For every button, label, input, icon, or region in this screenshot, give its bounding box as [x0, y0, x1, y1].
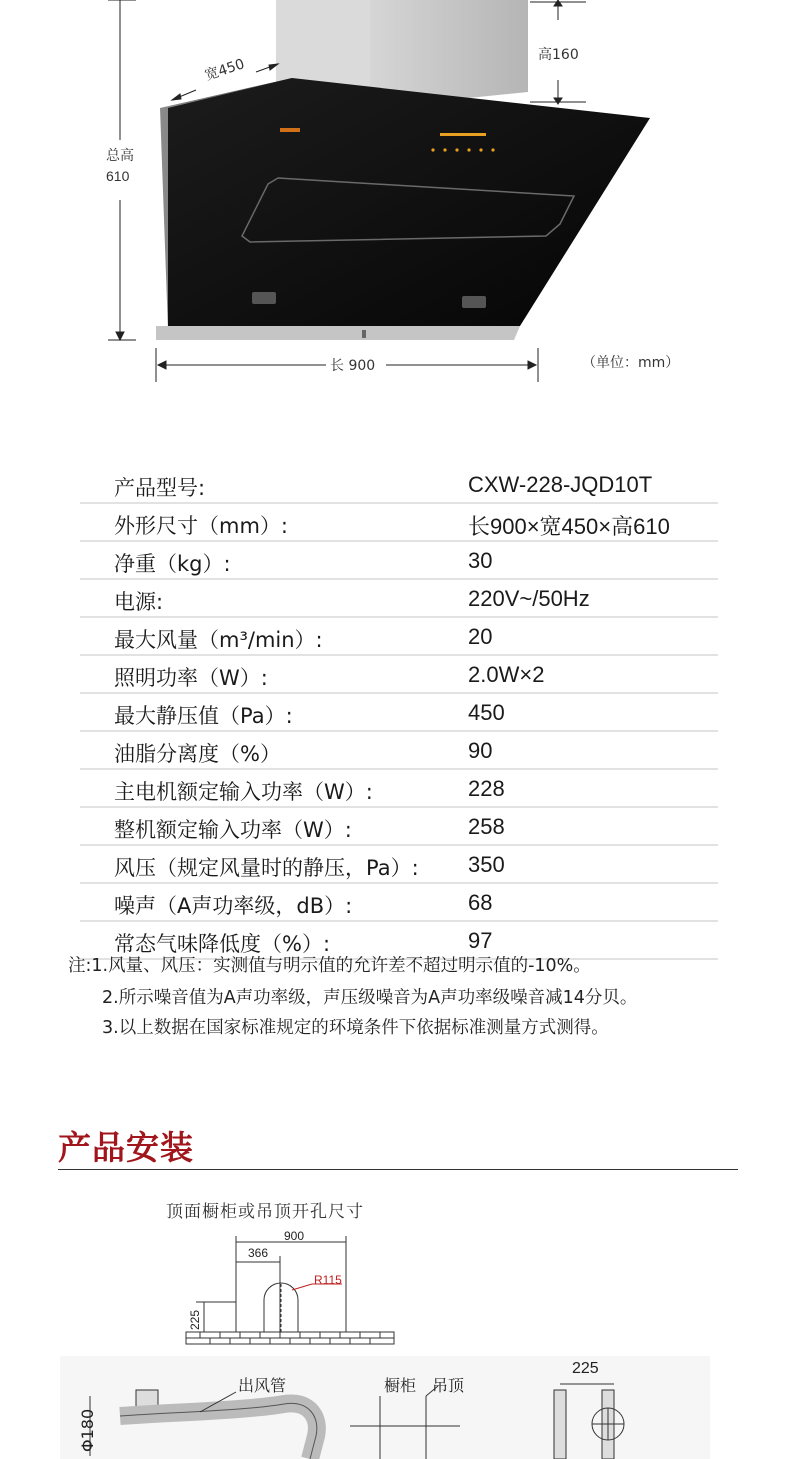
spec-value: 90 — [468, 738, 493, 763]
spec-value: 20 — [468, 624, 493, 649]
spec-label: 电源: — [114, 590, 164, 614]
length-900-label: 长 900 — [330, 358, 376, 374]
table-row — [80, 656, 718, 694]
spec-label: 主电机额定输入功率（W）: — [114, 780, 373, 804]
spec-value: 228 — [468, 776, 505, 801]
dim-900-label: 900 — [284, 1229, 305, 1243]
note-2: 2.所示噪音值为A声功率级，声压级噪音为A声功率级噪音减14分贝。 — [102, 988, 638, 1008]
range-hood-drawing — [0, 0, 790, 400]
brand-logo-mark — [280, 128, 300, 132]
glass-panel — [168, 78, 650, 326]
table-row — [80, 846, 718, 884]
spec-value: 2.0W×2 — [468, 662, 545, 687]
bottom-trim — [156, 326, 520, 340]
dim-366-label: 366 — [248, 1246, 269, 1260]
spec-label: 风压（规定风量时的静压，Pa）: — [114, 856, 419, 880]
spec-value: 68 — [468, 890, 493, 915]
spec-value: 258 — [468, 814, 505, 839]
spec-value: 450 — [468, 700, 505, 725]
spec-label: 最大风量（m³/min）: — [114, 628, 323, 652]
spec-value: 长900×宽450×高610 — [468, 514, 670, 539]
install-section-title: 产品安装 — [58, 1128, 194, 1167]
table-row — [80, 542, 718, 580]
note-1: 注:1.风量、风压：实测值与明示值的允许差不超过明示值的-10%。 — [68, 956, 591, 976]
spec-label: 净重（kg）: — [114, 552, 231, 576]
spec-label: 油脂分离度（%） — [114, 742, 281, 766]
table-row — [80, 618, 718, 656]
spec-label: 噪声（A声功率级，dB）: — [114, 894, 353, 918]
section-divider — [58, 1169, 738, 1170]
product-dimension-figure — [0, 0, 790, 400]
table-row — [80, 504, 718, 542]
spec-label: 最大静压值（Pa）: — [114, 704, 293, 728]
light-right — [462, 296, 486, 308]
table-row — [80, 732, 718, 770]
cabinet-label: 橱柜 — [384, 1376, 417, 1395]
duct-label: 出风管 — [238, 1376, 287, 1395]
spec-label: 照明功率（W）: — [114, 666, 268, 690]
note-3: 3.以上数据在国家标准规定的环境条件下依据标准测量方式测得。 — [102, 1018, 609, 1038]
spec-label: 整机额定输入功率（W）: — [114, 818, 352, 842]
unit-note: （单位：mm） — [582, 355, 680, 371]
table-row — [80, 466, 718, 504]
dim-225b-label: 225 — [572, 1360, 599, 1377]
table-row — [80, 694, 718, 732]
duct-installation-diagram — [60, 1356, 710, 1459]
spec-value: CXW-228-JQD10T — [468, 472, 653, 497]
total-height-value: 610 — [106, 168, 130, 184]
table-row — [80, 808, 718, 846]
width-450-label: 宽450 — [202, 56, 247, 85]
spec-value: 30 — [468, 548, 493, 573]
spec-label: 外形尺寸（mm）: — [114, 514, 288, 538]
spec-label: 产品型号: — [114, 476, 206, 500]
spec-value: 350 — [468, 852, 505, 877]
dim-225-label: 225 — [188, 1309, 202, 1330]
spec-label: 常态气味降低度（%）: — [114, 932, 331, 956]
table-row — [80, 580, 718, 618]
height-160-label: 高160 — [538, 47, 579, 63]
total-height-label: 总高 — [106, 148, 134, 164]
dim-phi180-label: Φ180 — [78, 1408, 97, 1452]
spec-value: 97 — [468, 928, 493, 953]
dim-r115-label: R115 — [314, 1273, 342, 1287]
spec-table — [80, 466, 718, 960]
spec-value: 220V~/50Hz — [468, 586, 590, 611]
table-row — [80, 770, 718, 808]
table-row — [80, 884, 718, 922]
cutout-diagram — [180, 1228, 410, 1350]
cutout-diagram-title: 顶面橱柜或吊顶开孔尺寸 — [166, 1202, 364, 1222]
ceiling-label: 吊顶 — [432, 1376, 465, 1395]
light-left — [252, 292, 276, 304]
